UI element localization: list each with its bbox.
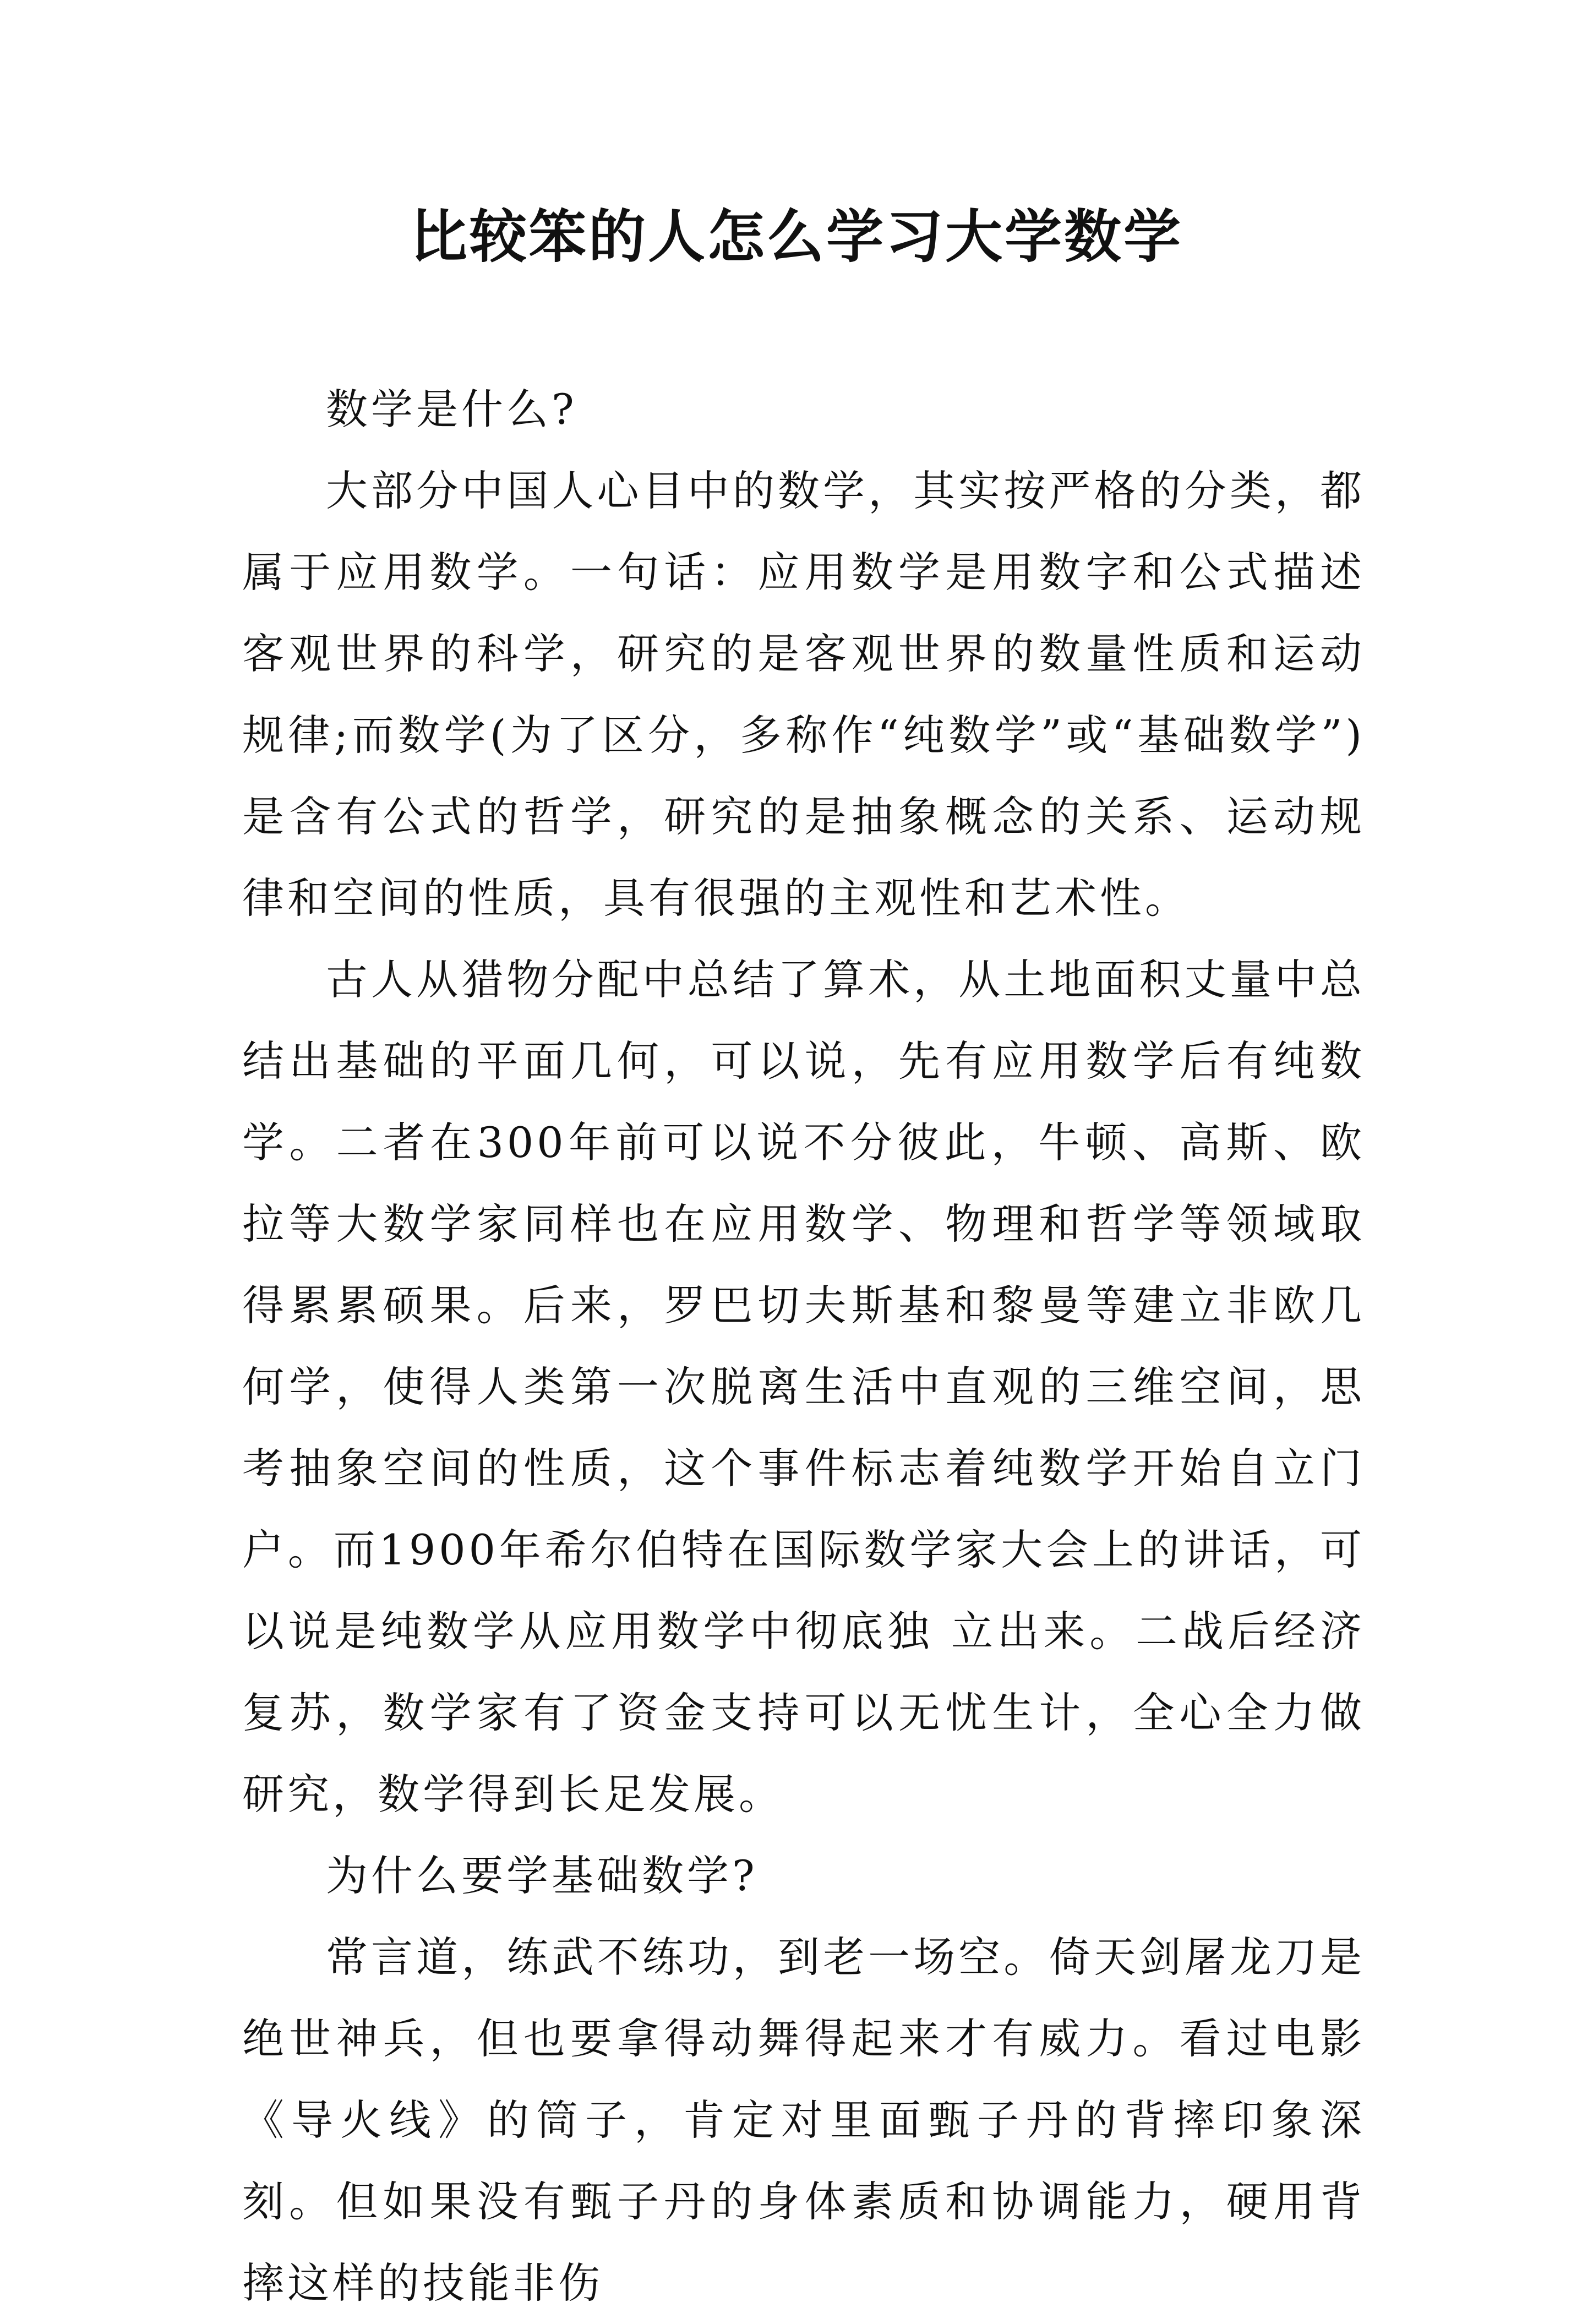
paragraph: 古人从猎物分配中总结了算术，从土地面积丈量中总结出基础的平面几何，可以说，先有应用数学后有纯数学。二者在300年前可以说不分彼此，牛顿、高斯、欧拉等大数学家同样也在应用数学、物理和哲学等领域取得累累硕果。后来，罗巴切夫斯基和黎曼等建立非欧几何学，使得人类第一次脱离生活中直观的三维空间，思考抽象空间的性质，这个事件标志着纯数学开始自立门户。而1900年希尔伯特在国际数学家大会上的讲话，可以说是纯数学从应用数学中彻底独 立出来。二战后经济复苏，数学家有了资金支持可以无忧生计，全心全力做研究，数学得到长足发展。 (242, 955, 1365, 1819)
document-body (242, 369, 1365, 2324)
paragraph: 常言道，练武不练功，到老一场空。倚天剑屠龙刀是绝世神兵，但也要拿得动舞得起来才有威力。看过电影《导火线》的筒子，肯定对里面甄子丹的背摔印象深刻。但如果没有甄子丹的身体素质和协调能力，硬用背摔这样的技能非伤 (242, 1933, 1365, 2307)
document-title: 比较笨的人怎么学习大学数学 (410, 203, 1183, 270)
paragraph: 数学是什么? (326, 385, 577, 434)
paragraph: 大部分中国人心目中的数学，其实按严格的分类，都属于应用数学。一句话：应用数学是用数字和公式描述客观世界的科学，研究的是客观世界的数量性质和运动规律;而数学(为了区分，多称作“纯数学”或“基础数学”)是含有公式的哲学，研究的是抽象概念的关系、运动规律和空间的性质，具有很强的主观性和艺术性。 (242, 466, 1365, 923)
paragraph: 为什么要学基础数学? (326, 1851, 758, 1900)
